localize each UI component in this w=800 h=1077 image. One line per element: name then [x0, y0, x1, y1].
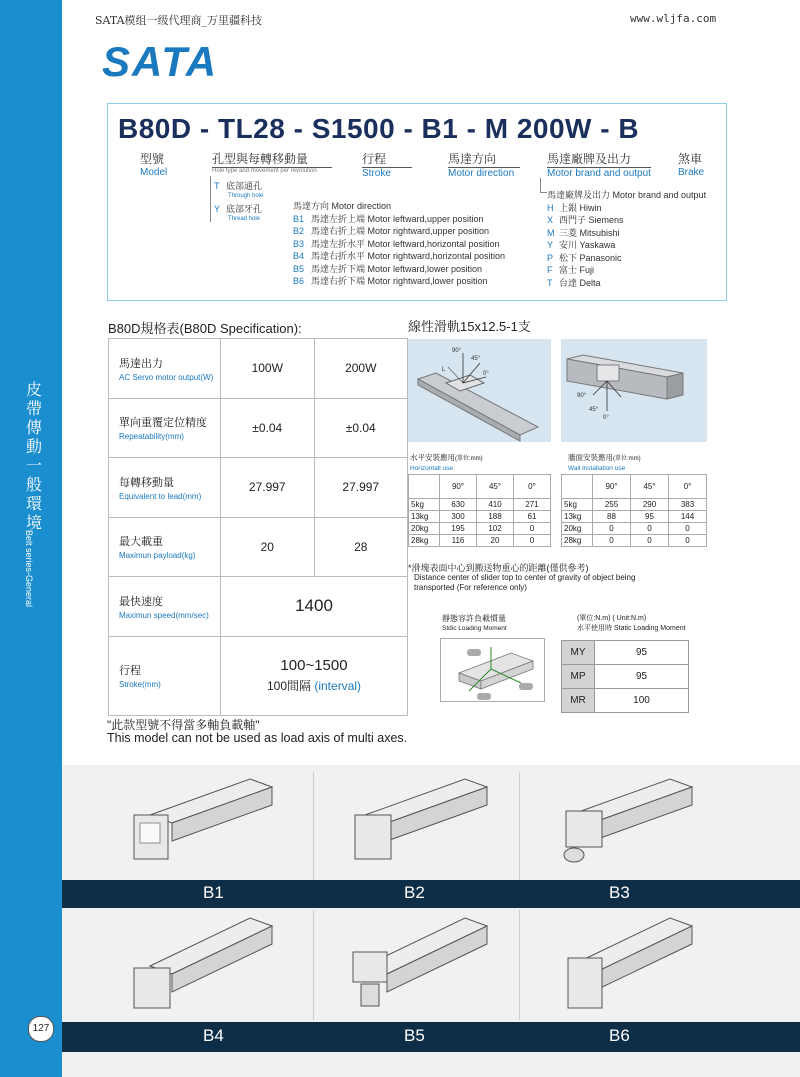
spec-title: B80D規格表(B80D Specification): [108, 321, 302, 336]
horizontal-mount-illustration [408, 339, 551, 442]
table-row: 5kg 630 410 271 [409, 499, 551, 511]
variant-label-b3: B3 [609, 883, 630, 902]
spec-cell: 20 [221, 517, 315, 577]
multi-axis-warning-cn: "此款型號不得當多軸負載軸" [107, 718, 260, 732]
sata-logo: SATA [102, 38, 219, 85]
slide-title: 線性滑軌15x12.5-1支 [408, 319, 531, 334]
svg-text:45°: 45° [471, 356, 481, 362]
spec-cell: 27.997 [314, 458, 408, 518]
caption-direction: 馬達方向 Motor direction [448, 150, 520, 179]
table-row: 20kg 0 0 0 [562, 523, 707, 535]
moment-axes-drawing [441, 639, 544, 701]
table-row: 28kg 116 20 0 [409, 535, 551, 547]
side-category-cn: 皮帶傳動 一般環境 [25, 380, 42, 532]
spec-cell: ±0.04 [221, 398, 315, 458]
caption-stroke: 行程 Stroke [362, 150, 412, 179]
direction-list: 馬達方向 Motor direction B1 馬達左折上端 Motor leftward,upper position B2 馬達右折上端 Motor rightward,upper position B3 馬達左折水平 Motor leftward,horizontal position B4 馬達右折水平 Motor rightward,horizontal position B5 馬達左折下端 Motor leftward,lower position B6 馬達右折下端 Motor rightward,lower position [293, 201, 506, 286]
svg-text:L: L [442, 367, 446, 373]
model-code: B80D - TL28 - S1500 - B1 - M 200W - B [118, 113, 640, 144]
variant-b2-image [345, 775, 495, 870]
page-number: 127 [28, 1016, 54, 1042]
variant-b3-image [550, 775, 700, 870]
wall-mount-illustration [561, 339, 707, 442]
moment-table [561, 640, 689, 713]
table-row: MP 95 [562, 665, 689, 689]
header-url[interactable]: www.wljfa.com [630, 12, 717, 25]
spec-cell: 100W [221, 339, 315, 399]
multi-axis-warning-en: This model can not be used as load axis of multi axes. [107, 731, 408, 745]
table-row: 5kg 255 290 383 [562, 499, 707, 511]
variant-label-b4: B4 [203, 1026, 224, 1045]
wall-rail-drawing [561, 339, 707, 442]
brand-bracket [540, 178, 547, 193]
spec-row: 每轉移動量 Equivalent to lead(mm) 27.997 27.997 [109, 458, 408, 518]
svg-text:0°: 0° [483, 371, 489, 377]
table-row: MY 95 [562, 641, 689, 665]
spec-row: 最快速度 Maximun speed(mm/sec) 1400 [109, 577, 408, 637]
spec-row: 最大載重 Maximun payload(kg) 20 28 [109, 517, 408, 577]
table-row: 28kg 0 0 0 [562, 535, 707, 547]
table-row: MR 100 [562, 689, 689, 713]
divider [519, 910, 520, 1020]
spec-cell: ±0.04 [314, 398, 408, 458]
caption-brand: 馬達廠牌及出力 Motor brand and output [547, 152, 651, 179]
spec-cell: 200W [314, 339, 408, 399]
divider [313, 910, 314, 1020]
spec-row: 行程 Stroke(mm) 100~1500 100間隔 (interval) [109, 636, 408, 715]
variant-label-b6: B6 [609, 1026, 630, 1045]
spec-cell: 28 [314, 517, 408, 577]
spec-cell: 100~1500 100間隔 (interval) [221, 636, 408, 715]
variant-b4-image [130, 912, 280, 1020]
header-distributor: SATA模组一级代理商_万里疆科技 [95, 14, 263, 27]
hole-type-list: T 底部通孔 Through hole Y 底部牙孔 Thread hole [214, 181, 264, 222]
spec-row: 馬達出力 AC Servo motor output(W) 100W 200W [109, 339, 408, 399]
divider [519, 772, 520, 880]
variant-label-b1: B1 [203, 883, 224, 902]
variant-b1-image [130, 775, 280, 870]
moment-unit: (單位:N.m) ( Unit:N.m) 水平使用時 Static Loading Moment [577, 615, 686, 632]
wall-table-header: 牆面安裝應用(單位:mm) Wall installation use [568, 453, 641, 472]
table-row: 13kg 88 95 144 [562, 511, 707, 523]
spec-table [108, 338, 408, 716]
spec-cell: 27.997 [221, 458, 315, 518]
svg-text:45°: 45° [589, 407, 599, 413]
spec-row: 單向重覆定位精度 Repeatability(mm) ±0.04 ±0.04 [109, 398, 408, 458]
table-row: 20kg 195 102 0 [409, 523, 551, 535]
variant-label-b5: B5 [404, 1026, 425, 1045]
svg-text:90°: 90° [577, 393, 587, 399]
svg-text:0°: 0° [603, 415, 609, 421]
side-category-en: Belt series-General [24, 530, 34, 608]
distance-note: *滑塊表面中心到搬送物重心的距離(僅供參考) Distance center of slider top to center of gravity of object being transported (For reference only) [408, 563, 636, 592]
divider [313, 772, 314, 880]
variant-label-bar-top [62, 880, 800, 908]
caption-brake: 煞車 Brake [678, 152, 705, 178]
svg-text:90°: 90° [452, 348, 462, 354]
spec-cell: 1400 [221, 577, 408, 637]
table-row: 13kg 300 188 61 [409, 511, 551, 523]
moment-diagram [440, 638, 545, 702]
moment-title: 靜態容許負載慣量 Stdic Loading Moment [442, 614, 507, 632]
horizontal-table-header: 水平安裝應用(單位:mm) Horizontall use [410, 453, 483, 472]
caption-hole-type: 孔型與每轉移動量 Hole type and movement per revolution [212, 150, 332, 174]
horizontal-rail-drawing [408, 339, 551, 442]
variant-label-b2: B2 [404, 883, 425, 902]
variant-label-bar-bottom [62, 1022, 800, 1052]
variant-b6-image [550, 912, 700, 1020]
variant-b5-image [345, 912, 495, 1020]
brand-list: 馬達廠牌及出力 Motor brand and output H 上銀 Hiwin X 西門子 Siemens M 三菱 Mitsubishi Y 安川 Yaskawa P 松下 Panasonic F 富士 Fuji T 台達 Delta [547, 190, 707, 288]
caption-model: 型號 Model [140, 152, 168, 178]
horizontal-table: 90° 45° 0° 5kg 630 410 271 13kg 300 188 61 20kg 195 102 0 28kg 116 20 0 [408, 474, 551, 547]
wall-table: 90° 45° 0° 5kg 255 290 383 13kg 88 95 144 20kg 0 0 0 28kg 0 0 0 [561, 474, 707, 547]
